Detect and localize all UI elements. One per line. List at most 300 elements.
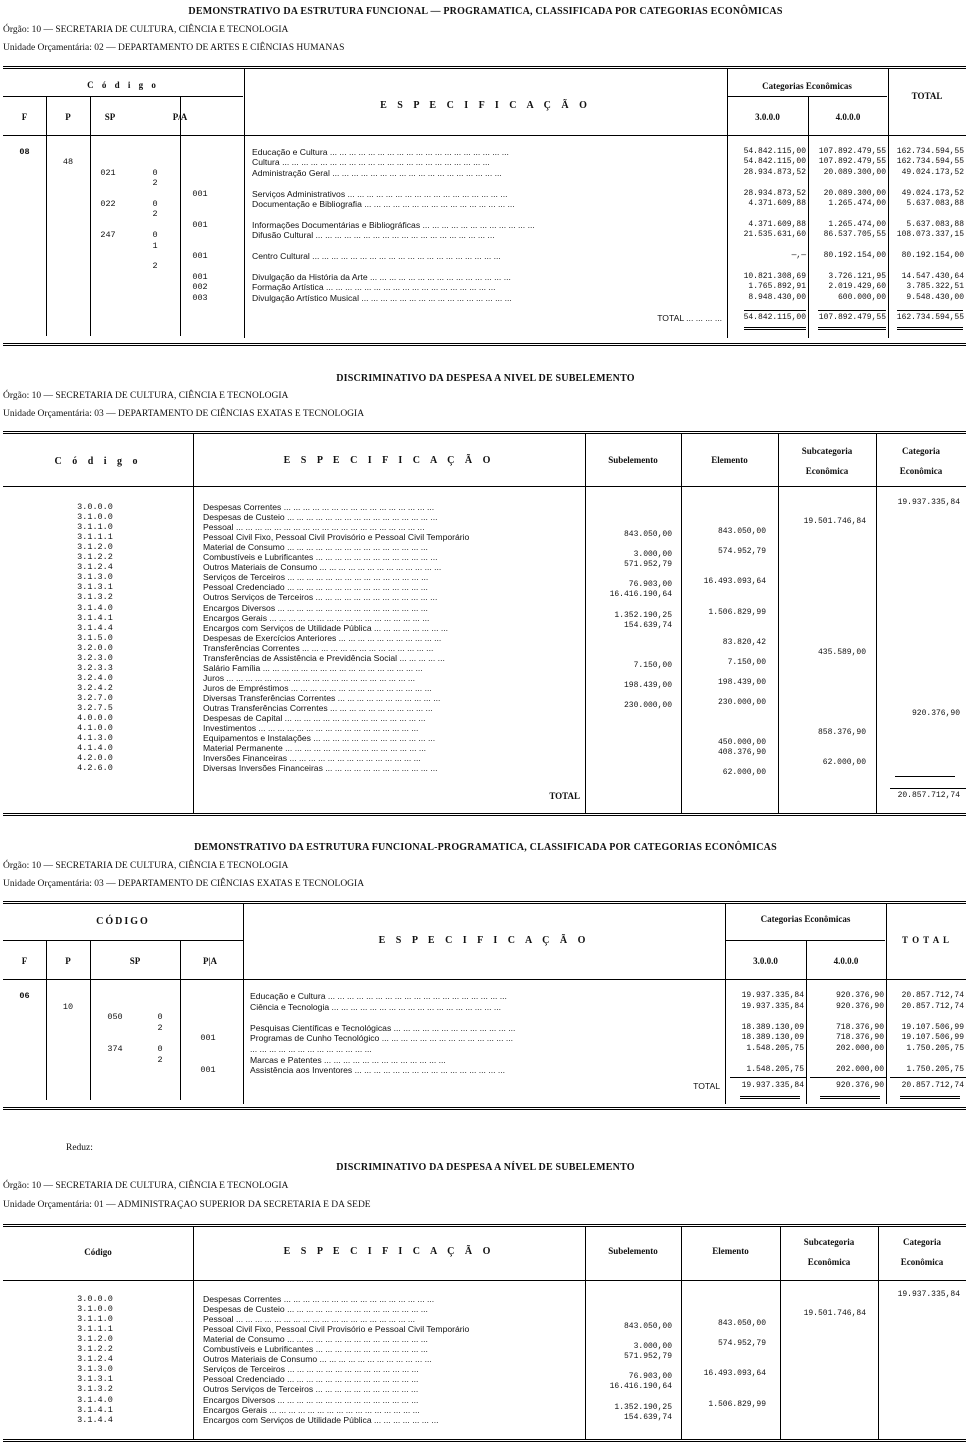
s2-row-desc: Despesas de Custeio ... ... ... ... ... ... ... ... ... ... ... ... ... ... ... ...: [203, 512, 438, 523]
s3-row-c1: 19.937.335,84: [741, 991, 804, 1000]
s2-top-rule: [3, 431, 966, 434]
s3-h-cat: Categorias Econômicas: [760, 914, 851, 924]
s4-row-code: 3.1.3.2: [77, 1384, 113, 1395]
s1-row-c1: 1.765.892,91: [748, 282, 806, 292]
s2-vline-subcat: [778, 434, 779, 814]
s4-row-desc: Pessoal Civil Fixo, Pessoal Civil Provisório e Pessoal Civil Temporário: [203, 1324, 470, 1335]
s2-row-code: 3.1.3.1: [77, 582, 113, 593]
s2-row-code: 3.1.5.0: [77, 632, 113, 643]
s1-h-sp: SP: [104, 112, 116, 122]
s3-row-c2: 920.376,90: [835, 991, 884, 1000]
s1-row-c1: 54.842.115,00: [743, 147, 806, 156]
s1-vline-c2: [808, 96, 809, 338]
s1-header-bottom: [3, 135, 966, 136]
s2-row-sub: 76.903,00: [628, 580, 672, 590]
s1-vline-sp: [90, 96, 91, 336]
s1-total-dbl-t: [897, 327, 963, 330]
s1-row-c1: 28.934.873,52: [743, 188, 806, 198]
s2-row-code: 4.1.0.0: [77, 723, 113, 734]
s1-row-c2: 86.537.705,55: [823, 230, 886, 240]
s1-orgao: Órgão: 10 — SECRETARIA DE CULTURA, CIÊNCIA E TECNOLOGIA: [3, 25, 289, 35]
s3-row-c2: 202.000,00: [835, 1044, 884, 1053]
s1-row-sp: 247: [100, 230, 116, 241]
s2-row-code: 3.2.3.3: [77, 662, 113, 673]
s1-row-total: 3.785.322,51: [906, 282, 964, 292]
s1-row-sp2: 2: [152, 209, 158, 220]
s1-row-total: 80.192.154,00: [901, 251, 964, 260]
s3-row-desc: Marcas e Patentes ... ... ... ... ... ... ... ... ... ... ... ... ...: [250, 1054, 446, 1065]
s1-row-pa: 003: [192, 292, 208, 303]
s4-row-el: 1.506.829,99: [708, 1399, 766, 1409]
s1-row-total: 49.024.173,52: [901, 167, 964, 177]
s1-row-sp2: 1: [152, 240, 158, 251]
s1-total-rule-b: [818, 310, 886, 311]
s2-h-sub: Subelemento: [608, 455, 658, 465]
s3-total-t: 20.857.712,74: [901, 1081, 964, 1090]
s1-row-c1: —,—: [791, 251, 806, 260]
s1-row-c2: 20.089.300,00: [823, 167, 886, 177]
s4-row-subcat: 19.501.746,84: [803, 1309, 866, 1319]
s2-row-code: 3.2.7.5: [77, 703, 113, 713]
s2-row-code: 3.1.4.1: [77, 612, 113, 623]
s2-row-el: 1.506.829,99: [708, 607, 766, 617]
s2-row-el: 83.820,42: [722, 637, 766, 647]
s3-total-rule-a: [730, 1077, 806, 1078]
s2-total-label: TOTAL: [549, 791, 580, 801]
s2-row-code: 3.1.3.0: [77, 572, 113, 583]
s1-h-c2: 4.0.0.0: [835, 112, 861, 122]
s3-row-sp2: 2: [157, 1022, 163, 1033]
s3-orgao: Órgão: 10 — SECRETARIA DE CULTURA, CIÊNCIA E TECNOLOGIA: [3, 861, 289, 871]
s1-row-desc: Educação e Cultura ... ... ... ... ... ... ... ... ... ... ... ... ... ... ... ... ... ... ...: [252, 147, 509, 157]
s2-row-subcat: 858.376,90: [817, 728, 866, 738]
s2-row-el: 230.000,00: [717, 697, 766, 707]
s1-h-codigo: C ó d i g o: [87, 80, 159, 90]
s4-row-sub: 76.903,00: [628, 1372, 672, 1382]
s1-row-p: 48: [62, 157, 74, 168]
s2-row-code: 3.1.1.1: [77, 532, 113, 543]
s3-row-c1: 1.548.205,75: [746, 1044, 804, 1053]
s1-row-c1: 54.842.115,00: [743, 157, 806, 167]
s3-row-total: 1.750.205,75: [906, 1065, 964, 1075]
s2-row-desc: Salário Família ... ... ... ... ... ... ... ... ... ... ... ... ... ... ... ... ...: [203, 662, 423, 673]
s4-row-code: 3.1.4.4: [77, 1414, 113, 1425]
s2-row-code: 4.1.3.0: [77, 733, 113, 744]
s2-h-cat2: Econômica: [899, 466, 943, 476]
s4-row-sub: 3.000,00: [633, 1342, 672, 1352]
s2-total-rule2: [890, 788, 966, 789]
s3-h-pa: P|A: [203, 956, 217, 966]
s4-h-espec: E S P E C I F I C A Ç Ã O: [283, 1246, 495, 1257]
s4-h-sub: Subelemento: [608, 1246, 658, 1256]
s2-row-desc: Equipamentos e Instalações ... ... ... ... ... ... ... ... ... ... ... ... ...: [203, 733, 436, 744]
s1-row-total: 49.024.173,52: [901, 188, 964, 198]
s1-row-desc: Cultura ... ... ... ... ... ... ... ... ... ... ... ... ... ... ... ... ... ... ... ... ... ...: [252, 157, 490, 168]
s1-row-desc: Divulgação Artístico Musical ... ... ... ... ... ... ... ... ... ... ... ... ... ... ... ...: [252, 292, 512, 303]
s1-row-c2: 600.000,00: [837, 292, 886, 302]
s4-row-desc: Encargos Diversos ... ... ... ... ... ... ... ... ... ... ... ... ... ... ...: [203, 1394, 419, 1405]
s2-row-code: 4.0.0.0: [77, 713, 113, 724]
s1-h-cat: Categorias Econômicas: [762, 81, 852, 91]
s1-total-rule-a: [744, 310, 806, 311]
s1-h-espec: E S P E C I F I C A Ç Ã O: [380, 100, 591, 111]
s3-title: DEMONSTRATIVO DA ESTRUTURA FUNCIONAL-PROGRAMATICA, CLASSIFICADA POR CATEGORIAS ECONÔMICAS: [194, 842, 777, 853]
s1-row-pa: 001: [192, 251, 208, 261]
s2-row-desc: Despesas Correntes ... ... ... ... ... ... ... ... ... ... ... ... ... ... ... ...: [203, 502, 435, 512]
s2-row-desc: Pessoal Credenciado ... ... ... ... ... ... ... ... ... ... ... ... ... ... ...: [203, 582, 428, 593]
s4-row-desc: Serviços de Terceiros ... ... ... ... ... ... ... ... ... ... ... ... ... ...: [203, 1364, 419, 1375]
s4-row-code: 3.1.0.0: [77, 1304, 113, 1315]
s1-row-total: 162.734.594,55: [896, 157, 964, 167]
s3-row-sp2: 0: [157, 1044, 163, 1054]
s2-row-code: 3.1.1.0: [77, 522, 113, 533]
s1-row-c1: 4.371.609,88: [748, 199, 806, 208]
s3-row-pa: 001: [200, 1033, 216, 1044]
s4-row-sub: 16.416.190,64: [609, 1382, 672, 1392]
s2-row-subcat: 19.501.746,84: [803, 517, 866, 527]
s2-row-code: 3.1.2.0: [77, 542, 113, 553]
s2-row-desc: Inversões Financeiras ... ... ... ... ... ... ... ... ... ... ... ... ... ...: [203, 753, 421, 764]
s4-row-desc: Encargos Gerais ... ... ... ... ... ... ... ... ... ... ... ... ... ... ... ...: [203, 1404, 420, 1415]
s2-h-espec: E S P E C I F I C A Ç Ã O: [283, 455, 495, 466]
s4-h-codigo: Código: [84, 1247, 112, 1257]
s4-h-cat2: Econômica: [900, 1257, 944, 1267]
s1-row-c2: 2.019.429,60: [828, 282, 886, 292]
s3-row-desc: Ciência e Tecnologia ... ... ... ... ... ... ... ... ... ... ... ... ... ... ... ... ... ...: [250, 1001, 502, 1012]
s1-row-c2: 20.089.300,00: [823, 188, 886, 198]
s3-row-c2: 718.376,90: [835, 1033, 884, 1043]
s2-h-subcat2: Econômica: [805, 466, 849, 476]
s2-row-code: 3.2.3.0: [77, 652, 113, 663]
s2-row-desc: Investimentos ... ... ... ... ... ... ... ... ... ... ... ... ... ... ... ... ...: [203, 723, 419, 734]
s4-h-el: Elemento: [712, 1246, 749, 1256]
s3-vline-spec: [243, 904, 244, 1104]
s4-row-desc: Despesas Correntes ... ... ... ... ... ... ... ... ... ... ... ... ... ... ... ...: [203, 1294, 435, 1304]
s1-row-desc: Formação Artística ... ... ... ... ... ... ... ... ... ... ... ... ... ... ... ... ... ...: [252, 282, 496, 293]
s3-h-p: P: [65, 956, 71, 966]
s4-bottom-rule: [3, 1439, 966, 1442]
s1-row-total: 14.547.430,64: [901, 271, 964, 281]
s3-cat-underline: [725, 940, 885, 941]
s1-total-rule-t: [897, 310, 963, 311]
s2-row-desc: Material de Consumo ... ... ... ... ... ... ... ... ... ... ... ... ... ... ...: [203, 542, 428, 553]
s2-row-code: 3.2.4.0: [77, 672, 113, 683]
s2-row-el: 7.150,00: [727, 657, 766, 667]
s1-unidade: Unidade Orçamentária: 02 — DEPARTAMENTO DE ARTES E CIÊNCIAS HUMANAS: [3, 43, 345, 53]
s2-row-sub: 3.000,00: [633, 550, 672, 560]
s4-row-code: 3.1.2.4: [77, 1354, 113, 1365]
s3-total-label: TOTAL: [693, 1081, 720, 1091]
s3-row-total: 1.750.205,75: [906, 1044, 964, 1053]
s4-row-code: 3.1.2.2: [77, 1344, 113, 1355]
s2-row-cat: 920.376,90: [911, 709, 960, 719]
s1-row-total: 9.548.430,00: [906, 292, 964, 302]
s2-vline-el: [681, 434, 682, 814]
s2-row-sub: 154.639,74: [623, 620, 672, 630]
s1-vline-pa: [180, 96, 181, 336]
s2-row-code: 3.1.2.4: [77, 562, 113, 573]
s2-h-subcat1: Subcategoria: [801, 446, 853, 456]
s1-row-c2: 107.892.479,55: [818, 157, 886, 167]
s2-row-sub: 16.416.190,64: [609, 590, 672, 600]
s2-row-desc: Transferências Correntes ... ... ... ... ... ... ... ... ... ... ... ... ... ...: [203, 642, 434, 653]
s4-row-sub: 1.352.190,25: [614, 1402, 672, 1412]
s2-row-desc: Pessoal Civil Fixo, Pessoal Civil Provisório e Pessoal Civil Temporário: [203, 532, 470, 543]
s4-row-el: 16.493.093,64: [703, 1369, 766, 1379]
s4-row-el: 843.050,00: [717, 1319, 766, 1329]
s2-row-sub: 843.050,00: [623, 530, 672, 540]
s2-row-desc: Diversas Transferências Correntes ... ... ... ... ... ... ... ... ... ... ...: [203, 692, 441, 703]
s2-row-desc: Outros Serviços de Terceiros ... ... ... ... ... ... ... ... ... ... ... ... ...: [203, 592, 438, 603]
s2-orgao: Órgão: 10 — SECRETARIA DE CULTURA, CIÊNCIA E TECNOLOGIA: [3, 391, 289, 401]
s2-row-desc: Juros de Empréstimos ... ... ... ... ... ... ... ... ... ... ... ... ... ... ...: [203, 682, 432, 693]
s1-h-f: F: [21, 112, 28, 122]
s2-row-code: 3.1.4.0: [77, 602, 113, 613]
s1-total-dbl-a: [744, 327, 806, 330]
s3-row-c1: 19.937.335,84: [741, 1001, 804, 1011]
s1-row-total: 5.637.083,88: [906, 199, 964, 208]
s1-total-label: TOTAL ... ... ... ...: [657, 313, 722, 323]
s1-row-sp2: 0: [152, 167, 158, 178]
s1-row-sp2: 0: [152, 230, 158, 241]
s2-row-code: 3.1.3.2: [77, 592, 113, 603]
s4-row-code: 3.1.3.1: [77, 1374, 113, 1385]
s2-row-desc: Combustíveis e Lubrificantes ... ... ... ... ... ... ... ... ... ... ... ... ...: [203, 552, 438, 563]
s3-row-c1: 1.548.205,75: [746, 1065, 804, 1075]
s2-row-code: 3.2.7.0: [77, 692, 113, 703]
s1-h-p: P: [65, 112, 71, 122]
s1-row-c1: 10.821.308,69: [743, 271, 806, 281]
s4-row-sub: 154.639,74: [623, 1412, 672, 1422]
s3-header-bottom: [3, 979, 966, 980]
s3-vline-total: [886, 904, 887, 1104]
s2-row-desc: Encargos Gerais ... ... ... ... ... ... ... ... ... ... ... ... ... ... ... ... ...: [203, 612, 430, 623]
s4-row-desc: Despesas de Custeio ... ... ... ... ... ... ... ... ... ... ... ... ... ... ...: [203, 1304, 428, 1315]
s4-vline-spec: [193, 1227, 194, 1439]
s2-row-code: 4.1.4.0: [77, 743, 113, 754]
s2-row-cat: 19.937.335,84: [897, 498, 960, 507]
s4-row-desc: Encargos com Serviços de Utilidade Pública ... ... ... ... ... ... ...: [203, 1414, 439, 1425]
s2-row-el: 62.000,00: [722, 768, 766, 778]
s2-h-el: Elemento: [711, 455, 748, 465]
s1-total-dbl-b: [818, 327, 886, 330]
s1-row-desc: Divulgação da História da Arte ... ... ... ... ... ... ... ... ... ... ... ... ... ... ...: [252, 271, 511, 282]
s1-h-c1: 3.0.0.0: [755, 112, 780, 122]
s3-total-dbl-t: [900, 1096, 960, 1099]
s1-row-c1: 8.948.430,00: [748, 292, 806, 302]
s2-unidade: Unidade Orçamentária: 03 — DEPARTAMENTO DE CIÊNCIAS EXATAS E TECNOLOGIA: [3, 409, 365, 419]
s3-h-espec: E S P E C I F I C A Ç Ã O: [378, 935, 590, 946]
s4-reduz: Reduz:: [66, 1143, 93, 1153]
s2-row-subcat: 435.589,00: [817, 647, 866, 657]
s2-row-code: 3.1.0.0: [77, 512, 113, 523]
s4-row-sub: 571.952,79: [623, 1352, 672, 1362]
s3-code-underline: [3, 940, 243, 941]
s4-top-rule: [3, 1224, 966, 1227]
s4-vline-sub: [585, 1227, 586, 1439]
s3-vline-c1: [725, 904, 726, 1104]
s1-bottom-rule: [3, 343, 966, 346]
s3-row-f: 06: [19, 991, 30, 1001]
s1-title: DEMONSTRATIVO DA ESTRUTURA FUNCIONAL — PROGRAMATICA, CLASSIFICADA POR CATEGORIAS ECONÔMICAS: [188, 6, 783, 17]
s4-row-code: 3.1.3.0: [77, 1364, 113, 1375]
s3-row-total: 20.857.712,74: [901, 1001, 964, 1011]
s2-row-desc: Outros Materiais de Consumo ... ... ... ... ... ... ... ... ... ... ... ... ...: [203, 562, 442, 573]
s4-row-desc: Combustíveis e Lubrificantes ... ... ... ... ... ... ... ... ... ... ... ...: [203, 1344, 428, 1355]
s2-row-el: 16.493.093,64: [703, 577, 766, 587]
s1-row-c2: 80.192.154,00: [823, 251, 886, 260]
s1-row-c2: 3.726.121,95: [828, 271, 886, 281]
s2-row-code: 3.1.2.2: [77, 552, 113, 563]
s2-row-code: 3.2.0.0: [77, 642, 113, 653]
s3-row-total: 19.107.506,99: [901, 1022, 964, 1032]
s2-header-bottom: [3, 486, 966, 487]
s1-total-b: 107.892.479,55: [818, 313, 886, 322]
s3-unidade: Unidade Orçamentária: 03 — DEPARTAMENTO DE CIÊNCIAS EXATAS E TECNOLOGIA: [3, 879, 365, 889]
s1-h-total: TOTAL: [911, 91, 943, 101]
s1-row-c1: 21.535.631,60: [743, 230, 806, 240]
s2-row-code: 3.2.4.2: [77, 682, 113, 693]
s4-row-code: 3.1.2.0: [77, 1334, 113, 1345]
s2-row-code: 3.0.0.0: [77, 502, 113, 512]
s4-orgao: Órgão: 10 — SECRETARIA DE CULTURA, CIÊNCIA E TECNOLOGIA: [3, 1181, 289, 1191]
s3-row-total: 20.857.712,74: [901, 991, 964, 1000]
s3-total-dbl-b: [820, 1096, 880, 1099]
s2-row-desc: Outras Transferências Correntes ... ... ... ... ... ... ... ... ... ... ...: [203, 703, 433, 713]
s2-row-code: 4.2.6.0: [77, 763, 113, 774]
s1-row-pa: 002: [192, 282, 208, 293]
s2-row-el: 408.376,90: [717, 748, 766, 758]
s3-top-rule: [3, 901, 966, 904]
s2-row-sub: 571.952,79: [623, 560, 672, 570]
s2-vline-sub: [585, 434, 586, 814]
s1-row-sp2: 0: [152, 199, 158, 209]
s1-code-underline: [3, 96, 243, 97]
s1-row-total: 162.734.594,55: [896, 147, 964, 156]
s4-title: DISCRIMINATIVO DA DESPESA A NÍVEL DE SUBELEMENTO: [336, 1162, 635, 1173]
s2-bottom-rule: [3, 813, 966, 816]
s2-row-desc: Pessoal ... ... ... ... ... ... ... ... ... ... ... ... ... ... ... ... ... ... ... ...: [203, 522, 425, 533]
s1-total-a: 54.842.115,00: [743, 313, 806, 322]
s1-row-desc: Centro Cultural ... ... ... ... ... ... ... ... ... ... ... ... ... ... ... ... ... ... ... ...: [252, 251, 501, 261]
s3-total-rule-t: [890, 1077, 966, 1078]
s1-row-total: 108.073.337,15: [896, 230, 964, 240]
s2-row-el: 843.050,00: [717, 527, 766, 537]
s2-title: DISCRIMINATIVO DA DESPESA A NIVEL DE SUBELEMENTO: [336, 373, 635, 384]
s3-row-desc: Programas de Cunho Tecnológico ... ... ... ... ... ... ... ... ... ... ... ... ... ...: [250, 1033, 514, 1044]
s3-row-c2: 202.000,00: [835, 1065, 884, 1075]
s2-h-cat1: Categoria: [902, 446, 940, 456]
s2-row-desc: Despesas de Exercícios Anteriores ... ... ... ... ... ... ... ... ... ... ...: [203, 632, 442, 643]
s3-row-desc: Educação e Cultura ... ... ... ... ... ... ... ... ... ... ... ... ... ... ... ... ... ... ...: [250, 991, 507, 1001]
s3-h-codigo: CÓDIGO: [96, 916, 150, 927]
s1-row-desc: Administração Geral ... ... ... ... ... ... ... ... ... ... ... ... ... ... ... ... ... ...: [252, 167, 502, 178]
s2-row-subcat: 62.000,00: [822, 758, 866, 768]
s2-row-desc: Juros ... ... ... ... ... ... ... ... ... ... ... ... ... ... ... ... ... ... ... ...: [203, 672, 416, 683]
s1-row-sp2: 2: [152, 261, 158, 272]
s1-vline-p: [46, 96, 47, 336]
s1-row-pa: 001: [192, 271, 208, 282]
s3-row-sp: 050: [107, 1012, 123, 1023]
s1-row-desc: Difusão Cultural ... ... ... ... ... ... ... ... ... ... ... ... ... ... ... ... ... ... ...: [252, 230, 495, 241]
s3-h-total: T O T A L: [901, 935, 951, 945]
s3-total-a: 19.937.335,84: [741, 1081, 804, 1090]
s4-row-code: 3.1.1.0: [77, 1314, 113, 1325]
s3-vline-pa: [180, 940, 181, 1100]
s1-total-t: 162.734.594,55: [896, 313, 964, 322]
s4-h-subcat1: Subcategoria: [803, 1237, 855, 1247]
s4-row-code: 3.1.1.1: [77, 1324, 113, 1335]
s2-row-code: 4.2.0.0: [77, 753, 113, 764]
s3-h-f: F: [21, 956, 28, 966]
s2-row-el: 574.952,79: [717, 547, 766, 557]
s4-row-code: 3.1.4.1: [77, 1404, 113, 1415]
s2-row-desc: Diversas Inversões Financeiras ... ... ... ... ... ... ... ... ... ... ... ...: [203, 763, 438, 774]
s3-total-dbl-a: [740, 1096, 800, 1099]
s3-total-b: 920.376,90: [835, 1081, 884, 1090]
s2-row-desc: Encargos Diversos ... ... ... ... ... ... ... ... ... ... ... ... ... ... ... ...: [203, 602, 428, 613]
s4-row-el: 574.952,79: [717, 1339, 766, 1349]
s3-row-c2: 920.376,90: [835, 1001, 884, 1011]
s3-row-c1: 18.389.130,09: [741, 1033, 804, 1043]
s2-row-sub: 1.352.190,25: [614, 610, 672, 620]
s4-row-desc: Pessoal ... ... ... ... ... ... ... ... ... ... ... ... ... ... ... ... ... ... ...: [203, 1314, 416, 1325]
s3-h-c2: 4.0.0.0: [833, 956, 859, 966]
s3-row-desc: ... ... ... ... ... ... ... ... ... ... ... ... ...: [250, 1044, 372, 1054]
s3-bottom-rule: [3, 1107, 966, 1110]
s3-total-rule-b: [810, 1077, 886, 1078]
s1-h-pa: P/A: [172, 112, 188, 122]
s1-row-total: 5.637.083,88: [906, 219, 964, 229]
s1-row-f: 08: [19, 147, 30, 157]
s1-top-rule: [3, 66, 966, 69]
s4-row-desc: Outros Serviços de Terceiros ... ... ... ... ... ... ... ... ... ... ...: [203, 1384, 419, 1395]
s4-row-sub: 843.050,00: [623, 1322, 672, 1332]
s3-row-desc: Pesquisas Científicas e Tecnológicas ... ... ... ... ... ... ... ... ... ... ... ... ...: [250, 1022, 516, 1033]
s4-vline-el: [681, 1227, 682, 1439]
s2-vline-cat: [876, 434, 877, 814]
s4-row-desc: Pessoal Credenciado ... ... ... ... ... ... ... ... ... ... ... ... ... ...: [203, 1374, 419, 1385]
s3-row-c2: 718.376,90: [835, 1022, 884, 1032]
s3-row-desc: Assistência aos Inventores ... ... ... ... ... ... ... ... ... ... ... ... ... ... ... ...: [250, 1065, 506, 1076]
s1-vline-c1: [727, 68, 728, 338]
s4-row-cat: 19.937.335,84: [897, 1290, 960, 1299]
s1-row-c2: 1.265.474,00: [828, 219, 886, 229]
s2-row-desc: Transferências de Assistência e Previdência Social ... ... ... ... ...: [203, 652, 445, 663]
s1-row-sp: 022: [100, 199, 116, 209]
s3-row-sp2: 2: [157, 1054, 163, 1065]
s1-row-desc: Informações Documentárias e Bibliográficas ... ... ... ... ... ... ... ... ... ... ... ...: [252, 219, 535, 230]
s1-row-desc: Documentação e Bibliografia ... ... ... ... ... ... ... ... ... ... ... ... ... ... ... ...: [252, 199, 515, 209]
s2-row-el: 198.439,00: [717, 677, 766, 687]
s1-cat-underline: [727, 96, 887, 97]
s4-h-subcat2: Econômica: [807, 1257, 851, 1267]
s1-row-sp2: 2: [152, 178, 158, 189]
s2-vline-spec: [193, 434, 194, 814]
s1-row-pa: 001: [192, 188, 208, 199]
s1-row-desc: Serviços Administrativos ... ... ... ... ... ... ... ... ... ... ... ... ... ... ... ... ...: [252, 188, 508, 199]
s3-row-sp: 374: [107, 1044, 123, 1054]
s4-header-bottom: [3, 1280, 966, 1281]
s2-row-el: 450.000,00: [717, 738, 766, 748]
s4-row-code: 3.1.4.0: [77, 1394, 113, 1405]
s3-h-sp: SP: [129, 956, 141, 966]
s1-row-c2: 1.265.474,00: [828, 199, 886, 208]
s2-h-codigo: C ó d i g o: [54, 456, 142, 467]
s1-row-sp: 021: [100, 167, 116, 178]
s3-row-sp2: 0: [157, 1012, 163, 1023]
s1-row-c1: 28.934.873,52: [743, 167, 806, 177]
